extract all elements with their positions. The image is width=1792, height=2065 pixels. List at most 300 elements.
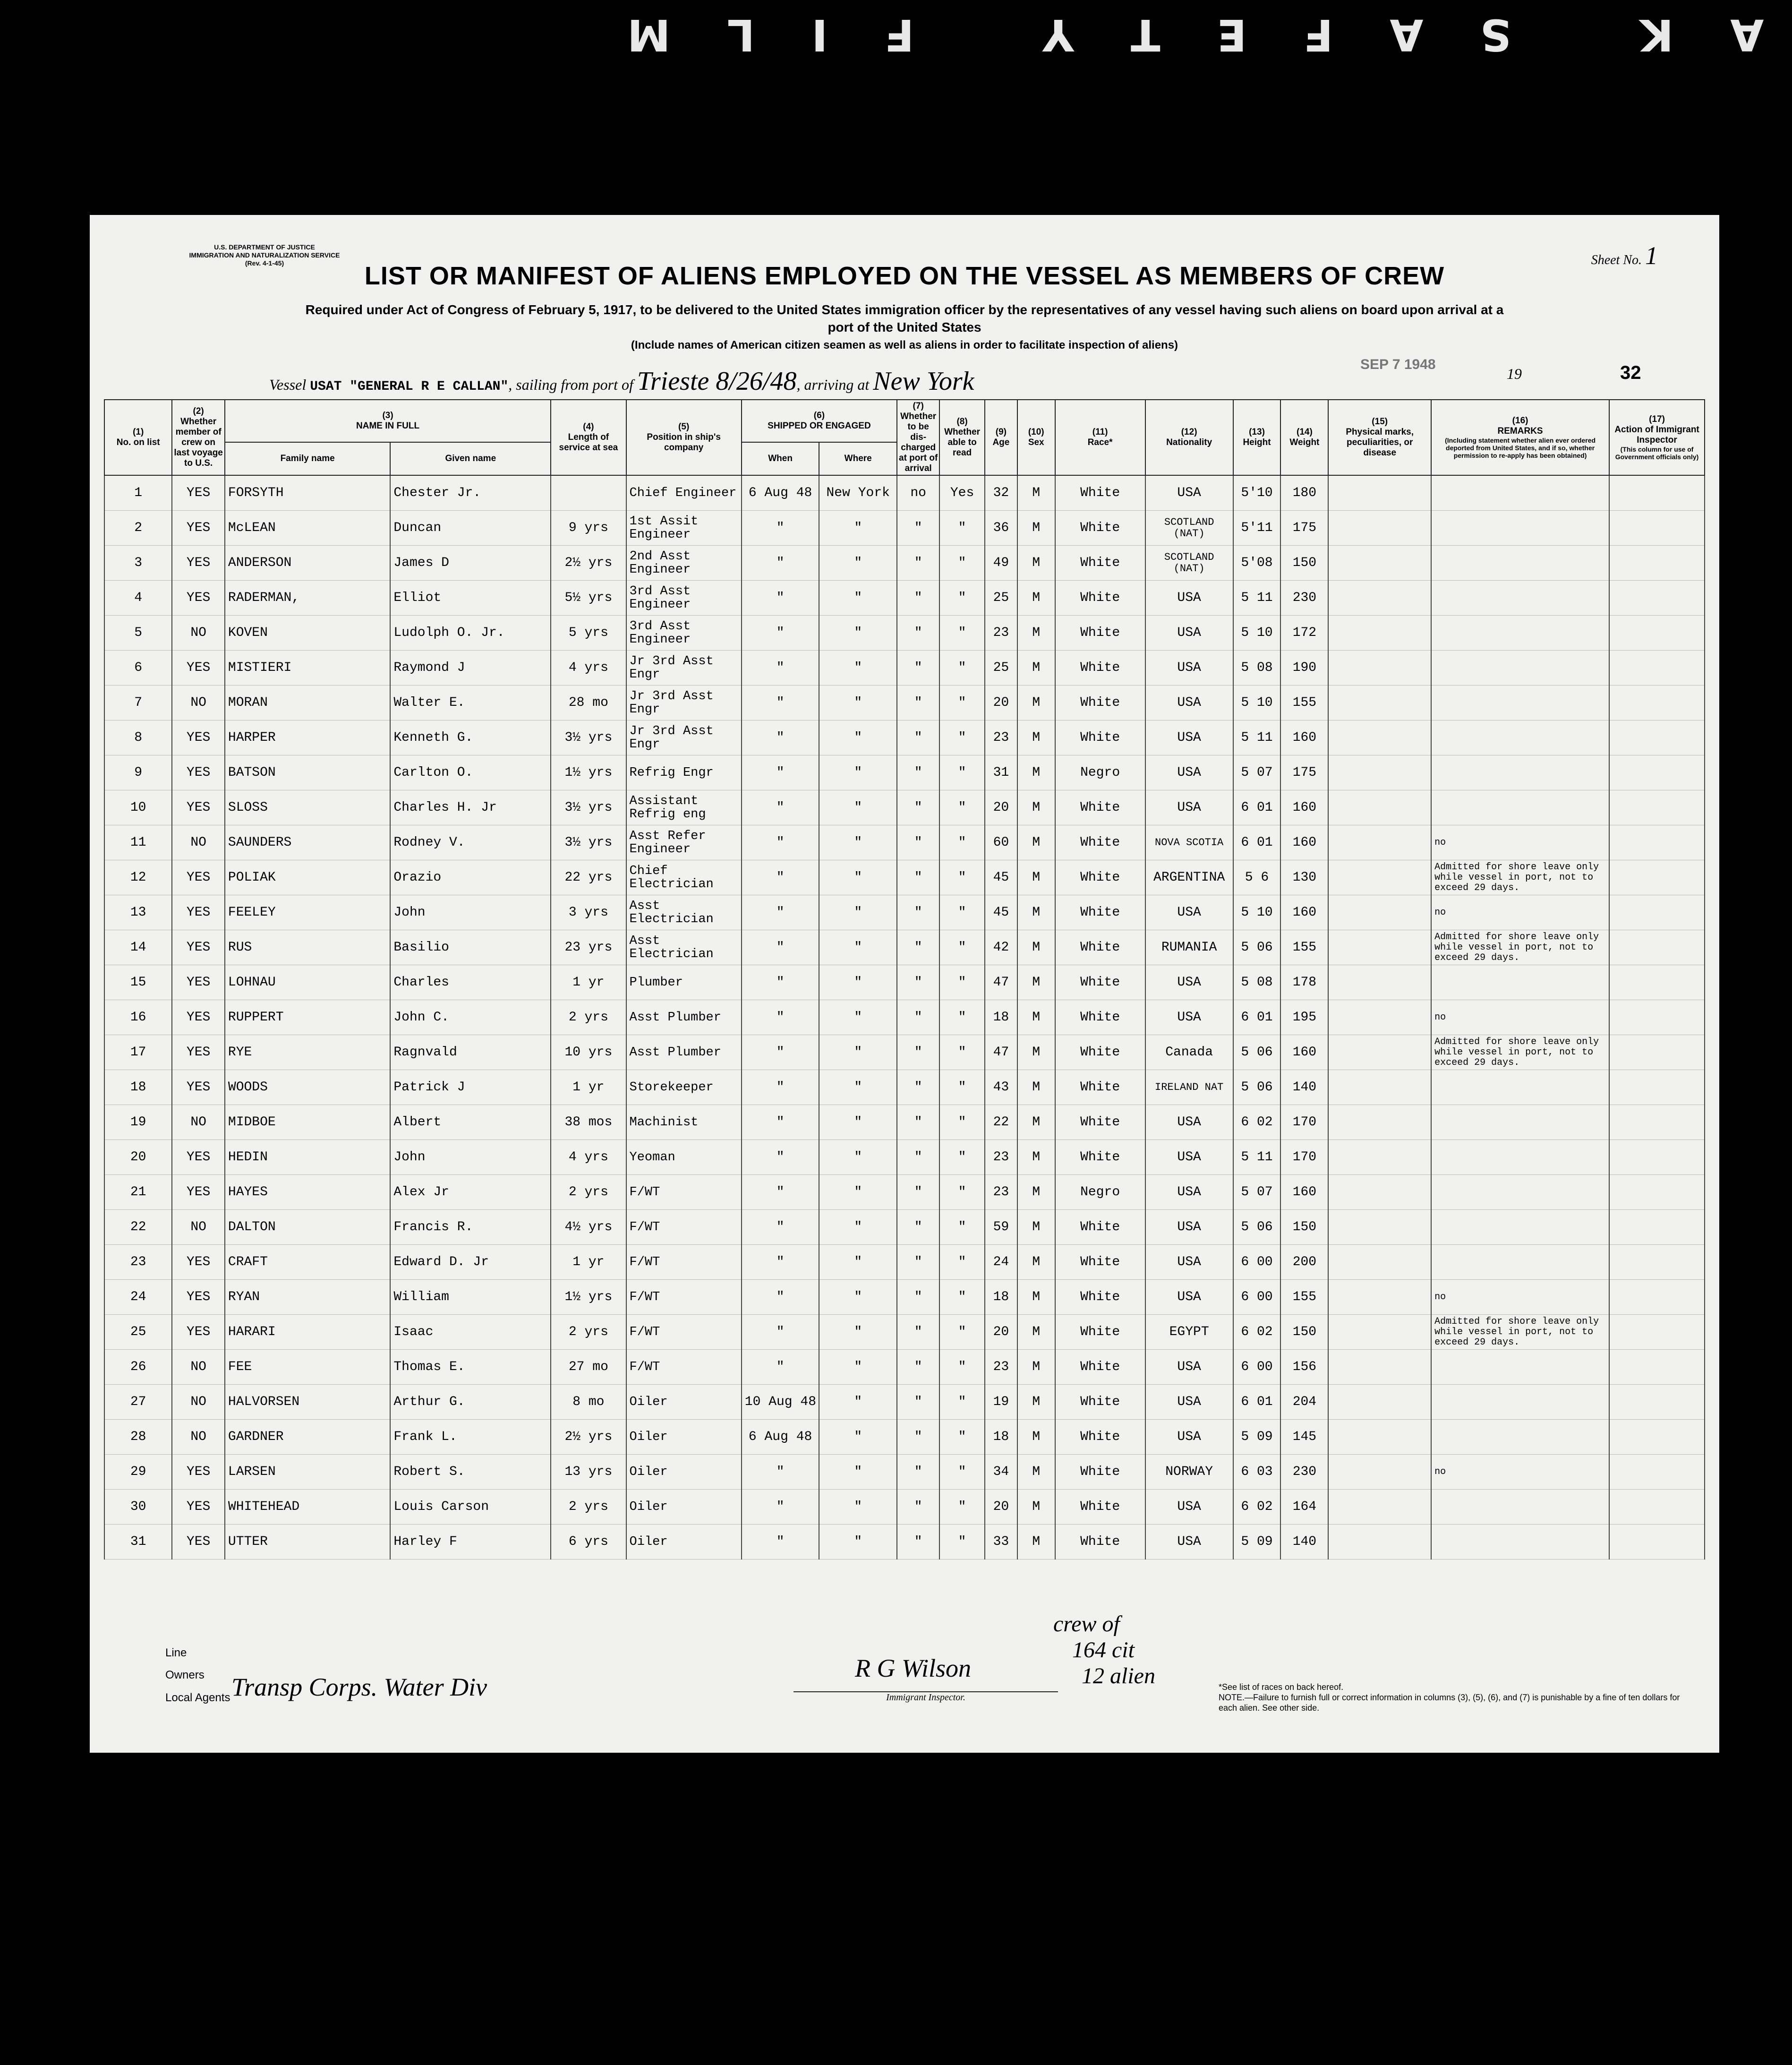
cell-action — [1609, 1350, 1705, 1385]
cell-when: " — [742, 1525, 819, 1559]
cell-remarks — [1431, 720, 1609, 755]
cell-height: 6 01 — [1233, 1000, 1281, 1035]
cell-given: James D — [390, 546, 551, 581]
cell-family: WHITEHEAD — [225, 1490, 390, 1525]
cell-service: 5 yrs — [551, 616, 626, 651]
cell-member: YES — [172, 1315, 225, 1350]
table-row — [104, 1070, 1705, 1105]
cell-where: " — [819, 965, 897, 1000]
cell-remarks — [1431, 1490, 1609, 1525]
cell-service: 2 yrs — [551, 1315, 626, 1350]
cell-read: " — [939, 1490, 985, 1525]
cell-member: YES — [172, 1245, 225, 1280]
col-physical: (15) Physical marks, peculiarities, or disease — [1328, 400, 1431, 475]
cell-position: Storekeeper — [626, 1070, 742, 1105]
cell-member: YES — [172, 1525, 225, 1559]
cell-no: 11 — [104, 825, 172, 860]
cell-where: New York — [819, 475, 897, 511]
line-label: Line — [165, 1646, 187, 1659]
cell-position: Machinist — [626, 1105, 742, 1140]
cell-age: 45 — [985, 895, 1017, 930]
cell-action — [1609, 1315, 1705, 1350]
cell-action — [1609, 511, 1705, 546]
cell-member: NO — [172, 1105, 225, 1140]
cell-discharged: " — [897, 860, 939, 895]
cell-given: Alex Jr — [390, 1175, 551, 1210]
cell-height: 5'10 — [1233, 475, 1281, 511]
cell-discharged: " — [897, 895, 939, 930]
cell-when: " — [742, 895, 819, 930]
cell-read: " — [939, 1070, 985, 1105]
cell-weight: 130 — [1280, 860, 1328, 895]
cell-height: 5 07 — [1233, 1175, 1281, 1210]
table-row — [104, 860, 1705, 895]
cell-physical — [1328, 930, 1431, 965]
cell-discharged: " — [897, 1420, 939, 1455]
cell-where: " — [819, 1000, 897, 1035]
cell-remarks — [1431, 1175, 1609, 1210]
cell-discharged: " — [897, 511, 939, 546]
cell-when: " — [742, 1490, 819, 1525]
cell-when: 6 Aug 48 — [742, 475, 819, 511]
cell-nationality: USA — [1145, 475, 1233, 511]
cell-position: Asst Plumber — [626, 1035, 742, 1070]
cell-discharged: " — [897, 685, 939, 720]
crew-table — [104, 399, 1705, 1559]
sheet-number: Sheet No. 1 — [1591, 241, 1658, 270]
cell-read: " — [939, 860, 985, 895]
cell-family: GARDNER — [225, 1420, 390, 1455]
table-row — [104, 546, 1705, 581]
cell-service: 4 yrs — [551, 651, 626, 685]
cell-nationality: USA — [1145, 651, 1233, 685]
cell-no: 17 — [104, 1035, 172, 1070]
cell-race: White — [1055, 1490, 1145, 1525]
cell-no: 14 — [104, 930, 172, 965]
cell-height: 5'11 — [1233, 511, 1281, 546]
cell-position: 1st Assit Engineer — [626, 511, 742, 546]
cell-discharged: " — [897, 616, 939, 651]
table-row — [104, 1490, 1705, 1525]
cell-remarks: Admitted for shore leave only while vessel in port, not to exceed 29 days. — [1431, 1315, 1609, 1350]
cell-service: 1½ yrs — [551, 1280, 626, 1315]
cell-position: Jr 3rd Asst Engr — [626, 720, 742, 755]
cell-service: 3½ yrs — [551, 720, 626, 755]
cell-sex: M — [1017, 895, 1055, 930]
cell-nationality: USA — [1145, 616, 1233, 651]
cell-no: 13 — [104, 895, 172, 930]
cell-action — [1609, 1245, 1705, 1280]
cell-discharged: " — [897, 755, 939, 790]
cell-discharged: " — [897, 965, 939, 1000]
cell-where: " — [819, 1245, 897, 1280]
cell-age: 47 — [985, 1035, 1017, 1070]
cell-family: UTTER — [225, 1525, 390, 1559]
cell-age: 23 — [985, 1140, 1017, 1175]
cell-nationality: USA — [1145, 1245, 1233, 1280]
cell-given: John — [390, 1140, 551, 1175]
cell-when: 6 Aug 48 — [742, 1420, 819, 1455]
cell-age: 18 — [985, 1420, 1017, 1455]
cell-read: " — [939, 1280, 985, 1315]
cell-race: White — [1055, 1315, 1145, 1350]
cell-discharged: " — [897, 1385, 939, 1420]
cell-member: NO — [172, 825, 225, 860]
cell-nationality: USA — [1145, 581, 1233, 616]
cell-age: 20 — [985, 1490, 1017, 1525]
cell-when: " — [742, 825, 819, 860]
cell-when: " — [742, 1035, 819, 1070]
cell-family: HEDIN — [225, 1140, 390, 1175]
cell-age: 18 — [985, 1000, 1017, 1035]
cell-read: " — [939, 616, 985, 651]
cell-position: 3rd Asst Engineer — [626, 581, 742, 616]
cell-when: " — [742, 511, 819, 546]
cell-remarks — [1431, 1420, 1609, 1455]
cell-family: LARSEN — [225, 1455, 390, 1490]
cell-sex: M — [1017, 825, 1055, 860]
cell-discharged: " — [897, 1105, 939, 1140]
cell-race: White — [1055, 511, 1145, 546]
cell-family: FEELEY — [225, 895, 390, 930]
cell-weight: 170 — [1280, 1105, 1328, 1140]
cell-member: NO — [172, 1210, 225, 1245]
cell-age: 59 — [985, 1210, 1017, 1245]
cell-given: Robert S. — [390, 1455, 551, 1490]
cell-nationality: IRELAND NAT — [1145, 1070, 1233, 1105]
cell-race: White — [1055, 1105, 1145, 1140]
cell-read: " — [939, 1000, 985, 1035]
cell-when: " — [742, 651, 819, 685]
cell-family: BATSON — [225, 755, 390, 790]
cell-physical — [1328, 546, 1431, 581]
cell-position: Oiler — [626, 1525, 742, 1559]
cell-where: " — [819, 581, 897, 616]
table-row — [104, 511, 1705, 546]
table-row — [104, 651, 1705, 685]
cell-position: Jr 3rd Asst Engr — [626, 685, 742, 720]
cell-when: " — [742, 1105, 819, 1140]
cell-remarks — [1431, 685, 1609, 720]
cell-sex: M — [1017, 790, 1055, 825]
cell-action — [1609, 1210, 1705, 1245]
cell-family: SLOSS — [225, 790, 390, 825]
cell-race: White — [1055, 930, 1145, 965]
cell-family: SAUNDERS — [225, 825, 390, 860]
cell-weight: 160 — [1280, 825, 1328, 860]
cell-sex: M — [1017, 581, 1055, 616]
cell-weight: 150 — [1280, 1315, 1328, 1350]
cell-weight: 160 — [1280, 790, 1328, 825]
cell-read: " — [939, 1105, 985, 1140]
cell-no: 25 — [104, 1315, 172, 1350]
cell-discharged: " — [897, 1175, 939, 1210]
cell-height: 6 00 — [1233, 1245, 1281, 1280]
cell-member: YES — [172, 1175, 225, 1210]
cell-when: " — [742, 1315, 819, 1350]
cell-position: F/WT — [626, 1280, 742, 1315]
cell-no: 26 — [104, 1350, 172, 1385]
cell-discharged: " — [897, 1455, 939, 1490]
cell-given: Raymond J — [390, 651, 551, 685]
cell-age: 23 — [985, 720, 1017, 755]
cell-physical — [1328, 1105, 1431, 1140]
cell-weight: 150 — [1280, 1210, 1328, 1245]
cell-sex: M — [1017, 1105, 1055, 1140]
cell-race: White — [1055, 1245, 1145, 1280]
cell-family: HARARI — [225, 1315, 390, 1350]
cell-physical — [1328, 720, 1431, 755]
cell-position: Refrig Engr — [626, 755, 742, 790]
cell-given: Harley F — [390, 1525, 551, 1559]
cell-sex: M — [1017, 1490, 1055, 1525]
cell-race: White — [1055, 1385, 1145, 1420]
cell-height: 5 06 — [1233, 1035, 1281, 1070]
cell-physical — [1328, 1000, 1431, 1035]
cell-age: 60 — [985, 825, 1017, 860]
cell-remarks — [1431, 1070, 1609, 1105]
cell-age: 18 — [985, 1280, 1017, 1315]
cell-where: " — [819, 1350, 897, 1385]
cell-action — [1609, 1070, 1705, 1105]
form-footnote: *See list of races on back hereof. NOTE.—Failure to furnish full or correct information in columns (3), (5), (6), and (7) is punishable by a fine of ten dollars for each alien. See other side. — [1219, 1682, 1680, 1713]
cell-given: Ludolph O. Jr. — [390, 616, 551, 651]
cell-nationality: USA — [1145, 755, 1233, 790]
cell-position: Yeoman — [626, 1140, 742, 1175]
col-read: (8) Whether able to read — [939, 400, 985, 475]
cell-where: " — [819, 1105, 897, 1140]
cell-read: " — [939, 825, 985, 860]
cell-member: YES — [172, 930, 225, 965]
form-title: LIST OR MANIFEST OF ALIENS EMPLOYED ON THE VESSEL AS MEMBERS OF CREW — [364, 262, 1445, 290]
table-row — [104, 685, 1705, 720]
cell-height: 5 08 — [1233, 965, 1281, 1000]
col-height: (13) Height — [1233, 400, 1281, 475]
cell-when: " — [742, 581, 819, 616]
col-where: Where — [819, 442, 897, 475]
cell-service: 13 yrs — [551, 1455, 626, 1490]
cell-no: 15 — [104, 965, 172, 1000]
cell-weight: 160 — [1280, 895, 1328, 930]
cell-age: 23 — [985, 1175, 1017, 1210]
cell-nationality: USA — [1145, 895, 1233, 930]
cell-age: 33 — [985, 1525, 1017, 1559]
cell-read: " — [939, 1210, 985, 1245]
cell-age: 34 — [985, 1455, 1017, 1490]
cell-no: 30 — [104, 1490, 172, 1525]
cell-race: Negro — [1055, 1175, 1145, 1210]
cell-read: " — [939, 685, 985, 720]
cell-nationality: SCOTLAND (NAT) — [1145, 511, 1233, 546]
page-number: 32 — [1620, 362, 1641, 383]
cell-service: 10 yrs — [551, 1035, 626, 1070]
cell-when: " — [742, 720, 819, 755]
cell-weight: 164 — [1280, 1490, 1328, 1525]
cell-member: YES — [172, 1455, 225, 1490]
cell-nationality: NORWAY — [1145, 1455, 1233, 1490]
cell-given: Albert — [390, 1105, 551, 1140]
cell-when: " — [742, 1210, 819, 1245]
cell-member: YES — [172, 1280, 225, 1315]
cell-race: White — [1055, 475, 1145, 511]
cell-action — [1609, 1525, 1705, 1559]
cell-sex: M — [1017, 1175, 1055, 1210]
cell-sex: M — [1017, 511, 1055, 546]
cell-given: Charles — [390, 965, 551, 1000]
cell-no: 2 — [104, 511, 172, 546]
cell-no: 28 — [104, 1420, 172, 1455]
cell-height: 6 02 — [1233, 1105, 1281, 1140]
table-row — [104, 825, 1705, 860]
cell-nationality: NOVA SCOTIA — [1145, 825, 1233, 860]
cell-remarks — [1431, 581, 1609, 616]
cell-service: 4 yrs — [551, 1140, 626, 1175]
owners-label: Owners — [165, 1669, 205, 1681]
cell-action — [1609, 1140, 1705, 1175]
cell-physical — [1328, 895, 1431, 930]
cell-position: Jr 3rd Asst Engr — [626, 651, 742, 685]
cell-nationality: USA — [1145, 1280, 1233, 1315]
cell-read: " — [939, 1455, 985, 1490]
cell-read: " — [939, 1525, 985, 1559]
cell-given: Rodney V. — [390, 825, 551, 860]
cell-position: Plumber — [626, 965, 742, 1000]
cell-race: White — [1055, 825, 1145, 860]
cell-service: 1 yr — [551, 1245, 626, 1280]
cell-position: 2nd Asst Engineer — [626, 546, 742, 581]
cell-action — [1609, 720, 1705, 755]
cell-remarks — [1431, 755, 1609, 790]
col-discharged: (7) Whether to be dis-charged at port of arrival — [897, 400, 939, 475]
cell-physical — [1328, 1175, 1431, 1210]
cell-remarks — [1431, 1245, 1609, 1280]
cell-nationality: USA — [1145, 1175, 1233, 1210]
cell-remarks — [1431, 1210, 1609, 1245]
cell-physical — [1328, 1280, 1431, 1315]
cell-service: 2 yrs — [551, 1490, 626, 1525]
cell-remarks: no — [1431, 895, 1609, 930]
table-row — [104, 1280, 1705, 1315]
cell-nationality: ARGENTINA — [1145, 860, 1233, 895]
cell-weight: 160 — [1280, 1035, 1328, 1070]
cell-given: Frank L. — [390, 1420, 551, 1455]
cell-read: " — [939, 581, 985, 616]
table-row — [104, 965, 1705, 1000]
date-stamp: SEP 7 1948 — [1360, 357, 1436, 372]
cell-race: White — [1055, 720, 1145, 755]
cell-read: " — [939, 720, 985, 755]
cell-nationality: USA — [1145, 720, 1233, 755]
cell-family: MIDBOE — [225, 1105, 390, 1140]
col-weight: (14) Weight — [1280, 400, 1328, 475]
cell-weight: 172 — [1280, 616, 1328, 651]
cell-sex: M — [1017, 475, 1055, 511]
cell-when: " — [742, 1455, 819, 1490]
cell-given: John C. — [390, 1000, 551, 1035]
cell-sex: M — [1017, 860, 1055, 895]
cell-action — [1609, 860, 1705, 895]
cell-nationality: USA — [1145, 1350, 1233, 1385]
cell-discharged: " — [897, 1525, 939, 1559]
cell-when: " — [742, 860, 819, 895]
cell-family: CRAFT — [225, 1245, 390, 1280]
cell-action — [1609, 1455, 1705, 1490]
col-age: (9) Age — [985, 400, 1017, 475]
cell-where: " — [819, 790, 897, 825]
cell-member: YES — [172, 755, 225, 790]
inspector-label: Immigrant Inspector. — [794, 1691, 1058, 1703]
cell-when: " — [742, 930, 819, 965]
cell-when: 10 Aug 48 — [742, 1385, 819, 1420]
cell-age: 43 — [985, 1070, 1017, 1105]
cell-height: 5 06 — [1233, 1070, 1281, 1105]
cell-where: " — [819, 616, 897, 651]
cell-action — [1609, 1035, 1705, 1070]
table-row — [104, 581, 1705, 616]
cell-action — [1609, 1280, 1705, 1315]
cell-position: Asst Refer Engineer — [626, 825, 742, 860]
cell-race: White — [1055, 1350, 1145, 1385]
cell-service: 5½ yrs — [551, 581, 626, 616]
cell-action — [1609, 475, 1705, 511]
cell-remarks — [1431, 1105, 1609, 1140]
cell-weight: 160 — [1280, 720, 1328, 755]
cell-remarks: Admitted for shore leave only while vessel in port, not to exceed 29 days. — [1431, 1035, 1609, 1070]
cell-family: HALVORSEN — [225, 1385, 390, 1420]
cell-read: " — [939, 546, 985, 581]
cell-member: YES — [172, 651, 225, 685]
col-name: (3) NAME IN FULL — [225, 400, 551, 442]
cell-sex: M — [1017, 616, 1055, 651]
cell-position: Asst Electrician — [626, 895, 742, 930]
cell-height: 6 02 — [1233, 1315, 1281, 1350]
cell-sex: M — [1017, 1210, 1055, 1245]
cell-age: 31 — [985, 755, 1017, 790]
cell-no: 21 — [104, 1175, 172, 1210]
cell-height: 6 00 — [1233, 1350, 1281, 1385]
cell-discharged: " — [897, 1315, 939, 1350]
cell-family: RADERMAN, — [225, 581, 390, 616]
col-position: (5) Position in ship's company — [626, 400, 742, 475]
cell-weight: 155 — [1280, 930, 1328, 965]
cell-height: 6 01 — [1233, 1385, 1281, 1420]
cell-where: " — [819, 1175, 897, 1210]
cell-remarks — [1431, 1385, 1609, 1420]
cell-nationality: USA — [1145, 1000, 1233, 1035]
cell-where: " — [819, 1420, 897, 1455]
cell-height: 6 02 — [1233, 1490, 1281, 1525]
cell-weight: 145 — [1280, 1420, 1328, 1455]
table-row — [104, 755, 1705, 790]
cell-weight: 180 — [1280, 475, 1328, 511]
film-edge-strip — [0, 0, 1792, 76]
cell-discharged: " — [897, 825, 939, 860]
cell-race: White — [1055, 1210, 1145, 1245]
cell-sex: M — [1017, 546, 1055, 581]
cell-remarks — [1431, 616, 1609, 651]
cell-sex: M — [1017, 965, 1055, 1000]
cell-height: 5 06 — [1233, 930, 1281, 965]
cell-when: " — [742, 1350, 819, 1385]
cell-member: YES — [172, 1035, 225, 1070]
cell-age: 20 — [985, 1315, 1017, 1350]
cell-where: " — [819, 1070, 897, 1105]
cell-read: Yes — [939, 475, 985, 511]
cell-remarks — [1431, 790, 1609, 825]
cell-no: 22 — [104, 1210, 172, 1245]
cell-nationality: USA — [1145, 1105, 1233, 1140]
cell-nationality: USA — [1145, 1525, 1233, 1559]
